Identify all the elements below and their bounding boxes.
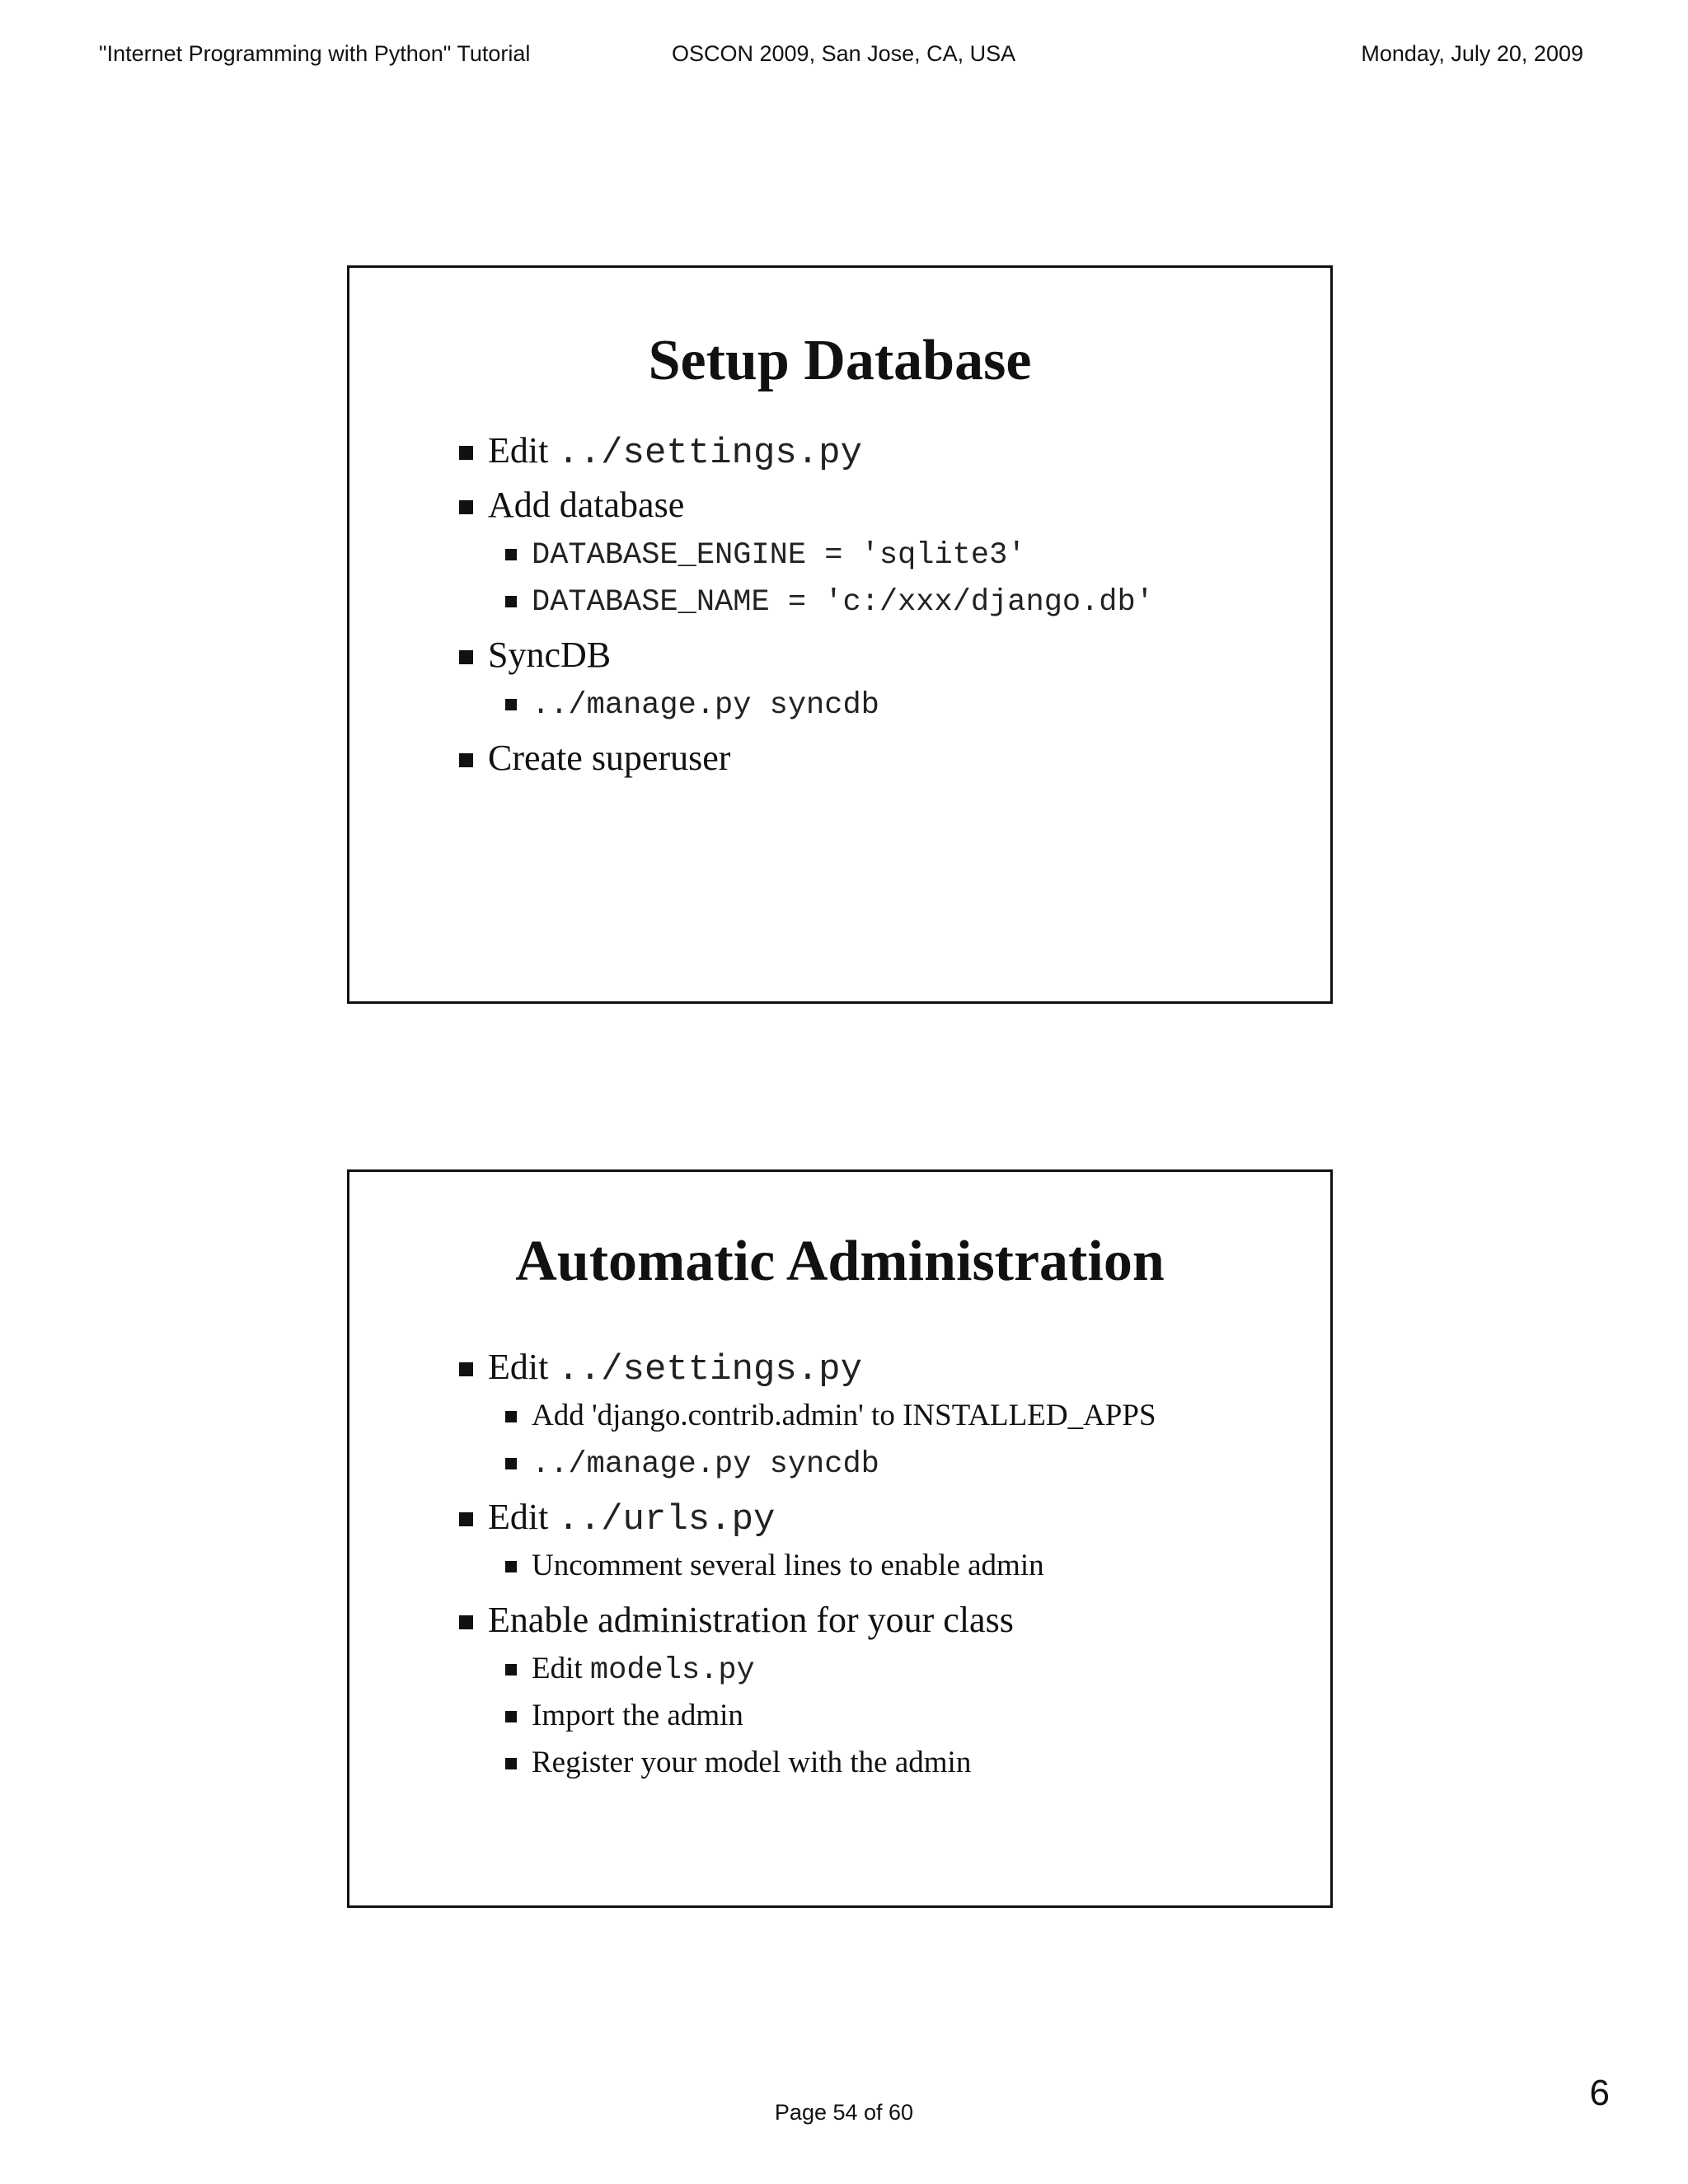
square-bullet-icon [505, 1561, 517, 1572]
sub-bullet-code: DATABASE_NAME = 'c:/xxx/django.db' [532, 585, 1154, 620]
sub-bullet-item [459, 1747, 1156, 1778]
bullet-code: ../settings.py [557, 1349, 862, 1390]
bullet-list [459, 1349, 1156, 1794]
sub-bullet-text: Add 'django.contrib.admin' to INSTALLED_APPS [532, 1399, 1156, 1432]
bullet-text: Enable administration for your class [488, 1600, 1014, 1640]
bullet-text: Edit [488, 1347, 558, 1387]
bullet-text: Create superuser [488, 738, 731, 778]
sub-bullet-item [459, 1700, 1156, 1731]
sub-bullet-code: DATABASE_ENGINE = 'sqlite3' [532, 538, 1026, 573]
bullet-item [459, 487, 1154, 523]
sub-bullet-item [459, 538, 1154, 573]
square-bullet-icon [505, 596, 517, 607]
square-bullet-icon [459, 1615, 473, 1629]
square-bullet-icon [459, 753, 473, 767]
sub-bullet-code: models.py [589, 1653, 755, 1688]
bullet-text: Edit [488, 430, 558, 471]
bullet-item [459, 1602, 1156, 1638]
square-bullet-icon [459, 446, 473, 460]
square-bullet-icon [505, 1758, 517, 1769]
header-date: Monday, July 20, 2009 [1361, 41, 1583, 66]
sub-bullet-text: Register your model with the admin [532, 1746, 972, 1779]
bullet-code: ../settings.py [557, 433, 862, 474]
sub-bullet-code: ../manage.py syncdb [532, 688, 879, 723]
slide-setup-database [347, 265, 1333, 1004]
square-bullet-icon [505, 1664, 517, 1675]
slide-automatic-administration [347, 1169, 1333, 1908]
sub-bullet-code: ../manage.py syncdb [532, 1447, 879, 1482]
square-bullet-icon [459, 650, 473, 664]
square-bullet-icon [505, 1458, 517, 1469]
square-bullet-icon [459, 1512, 473, 1526]
bullet-item [459, 637, 1154, 673]
header-conference: OSCON 2009, San Jose, CA, USA [672, 41, 1016, 66]
sub-bullet-item [459, 585, 1154, 620]
sub-bullet-text: Edit [532, 1652, 590, 1685]
square-bullet-icon [459, 1362, 473, 1376]
header-tutorial-title: "Internet Programming with Python" Tutorial [99, 41, 531, 66]
bullet-item [459, 740, 1154, 776]
square-bullet-icon [505, 549, 517, 560]
sub-bullet-item [459, 1447, 1156, 1482]
sub-bullet-item [459, 688, 1154, 723]
sub-bullet-item [459, 1550, 1156, 1581]
bullet-text: Add database [488, 485, 685, 525]
square-bullet-icon [505, 699, 517, 710]
bullet-list [459, 430, 1154, 794]
sub-bullet-item [459, 1652, 1156, 1688]
square-bullet-icon [505, 1711, 517, 1722]
page-counter: Page 54 of 60 [774, 2100, 914, 2125]
bullet-text: Edit [488, 1497, 558, 1537]
bullet-item [459, 1347, 1156, 1390]
sub-bullet-text: Uncomment several lines to enable admin [532, 1549, 1044, 1582]
square-bullet-icon [505, 1411, 517, 1422]
bullet-item [459, 1497, 1156, 1540]
bullet-code: ../urls.py [557, 1499, 776, 1540]
bullet-item [459, 430, 1154, 474]
sub-bullet-text: Import the admin [532, 1699, 743, 1732]
sub-bullet-item [459, 1400, 1156, 1431]
slide-title: Automatic Administration [515, 1230, 1165, 1293]
sheet-number: 6 [1589, 2073, 1610, 2113]
slide-title: Setup Database [648, 329, 1032, 392]
square-bullet-icon [459, 500, 473, 514]
bullet-text: SyncDB [488, 635, 612, 675]
